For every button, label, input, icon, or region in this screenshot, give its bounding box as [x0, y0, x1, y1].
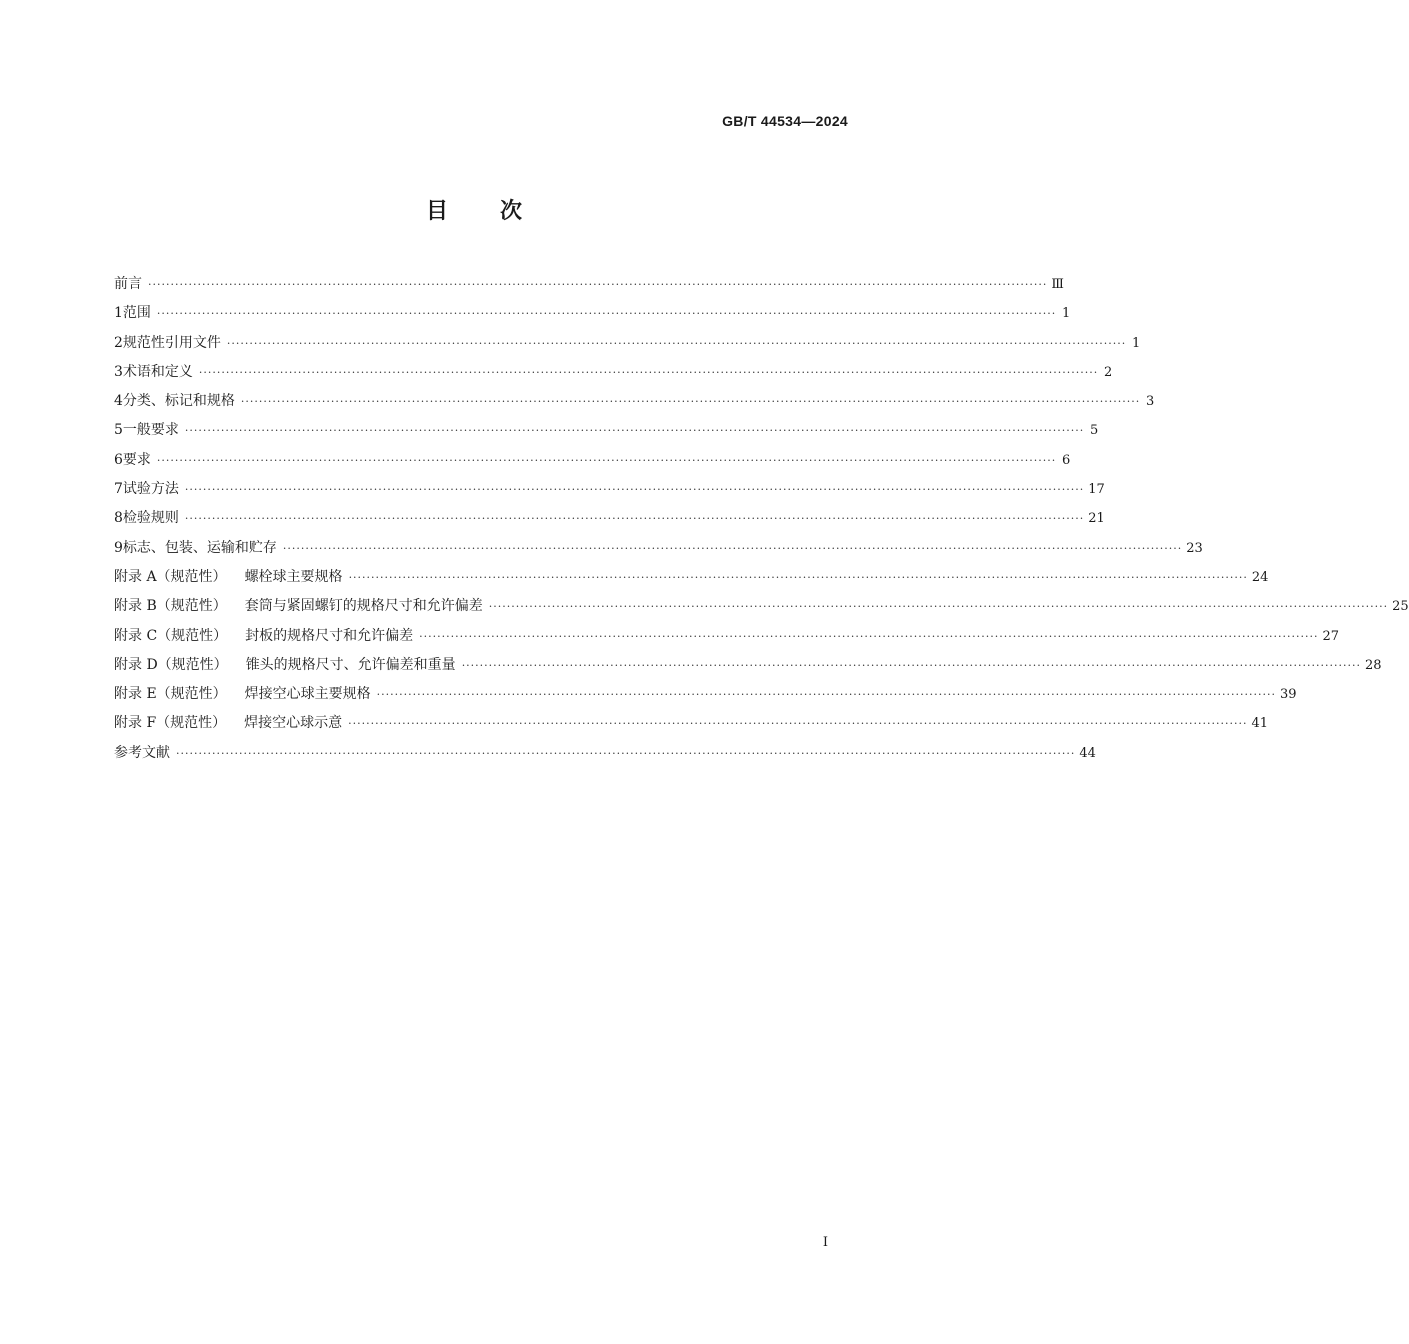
toc-entry[interactable]: [114, 446, 1071, 475]
toc-leader-dots: ········································································································································································································: [184, 424, 1085, 438]
toc-leader-dots: ········································································································································································································: [148, 278, 1048, 291]
toc-entry-number: 5: [114, 422, 123, 439]
toc-leader-dots: ········································································································································································································: [348, 570, 1248, 584]
toc-leader-dots: ········································································································································································································: [240, 395, 1141, 409]
toc-entry[interactable]: [114, 416, 1099, 445]
toc-entry[interactable]: [114, 270, 1064, 299]
toc-entry-title: 焊接空心球主要规格: [244, 686, 371, 703]
toc-entry-label: [123, 446, 151, 475]
toc-leader-dots: ········································································································································································································: [488, 600, 1389, 614]
toc-entry[interactable]: [114, 299, 1071, 328]
toc-entry-page: 1: [1061, 306, 1071, 322]
toc-list: [114, 270, 1409, 768]
toc-entry-page: 39: [1280, 687, 1297, 703]
toc-entry-page: 28: [1365, 657, 1382, 673]
toc-entry[interactable]: [114, 358, 1113, 387]
toc-entry-title: 套筒与紧固螺钉的规格尺寸和允许偏差: [244, 598, 483, 615]
toc-entry-title: 规范性引用文件: [122, 334, 221, 351]
toc-entry-label: [123, 329, 221, 358]
toc-entry-page: 41: [1251, 716, 1269, 732]
toc-leader-dots: ········································································································································································································: [461, 658, 1362, 672]
toc-annex-prefix: 附录 E（规范性）: [114, 686, 227, 703]
toc-entry-label: [123, 504, 179, 533]
toc-entry-number: 8: [114, 510, 123, 527]
toc-leader-dots: ········································································································································································································: [376, 688, 1276, 702]
toc-entry-page: 27: [1322, 628, 1340, 644]
toc-entry-label: [114, 592, 483, 621]
toc-entry-label: [123, 416, 179, 445]
toc-entry-page: 17: [1088, 482, 1105, 498]
toc-entry-page: 2: [1103, 364, 1113, 380]
toc-leader-dots: ········································································································································································································: [226, 336, 1127, 350]
toc-leader-dots: ········································································································································································································: [184, 483, 1085, 497]
toc-entry-number: 2: [114, 334, 123, 351]
toc-annex-prefix: 附录 D（规范性）: [114, 656, 228, 673]
toc-entry-label: [114, 739, 170, 768]
toc-entry-title: 试验方法: [122, 481, 179, 498]
toc-entry-label: [114, 709, 342, 738]
toc-entry[interactable]: [114, 475, 1105, 504]
toc-entry-label: [123, 299, 151, 328]
toc-entry-page: 1: [1131, 335, 1141, 351]
toc-entry[interactable]: [114, 709, 1269, 738]
toc-entry-page: 25: [1392, 599, 1409, 615]
toc-annex-prefix: 附录 B（规范性）: [114, 598, 227, 615]
toc-entry-label: [123, 387, 235, 416]
toc-annex-prefix: 附录 A（规范性）: [114, 568, 227, 585]
toc-entry-label: [123, 358, 193, 387]
toc-leader-dots: ········································································································································································································: [198, 365, 1099, 379]
toc-entry-number: 3: [114, 363, 123, 380]
toc-entry[interactable]: [114, 622, 1340, 651]
page-title: [0, 194, 950, 225]
toc-entry-page: 24: [1251, 569, 1269, 585]
toc-entry-number: 9: [114, 539, 123, 556]
toc-entry-number: 7: [114, 481, 123, 498]
toc-entry-number: 1: [114, 305, 123, 322]
toc-entry-title: 参考文献: [114, 744, 170, 761]
toc-entry-title: 术语和定义: [122, 363, 193, 380]
toc-entry-page: 3: [1145, 394, 1155, 410]
toc-entry-title: 要求: [122, 451, 151, 468]
title-char-1: 目: [425, 199, 450, 224]
toc-entry[interactable]: [114, 563, 1269, 592]
toc-entry[interactable]: [114, 504, 1105, 533]
toc-entry-title: 分类、标记和规格: [122, 393, 235, 410]
toc-entry-title: 螺栓球主要规格: [244, 568, 343, 585]
standard-number: GB/T 44534—2024: [722, 113, 848, 129]
toc-entry-page: Ⅲ: [1051, 277, 1064, 292]
toc-leader-dots: ········································································································································································································: [419, 629, 1319, 643]
toc-entry-label: [114, 622, 413, 651]
page-number: I: [822, 1235, 828, 1250]
toc-entry-page: 5: [1089, 423, 1099, 439]
toc-entry-label: [114, 270, 142, 299]
toc-annex-prefix: 附录 F（规范性）: [114, 715, 227, 732]
toc-leader-dots: ········································································································································································································: [282, 541, 1183, 555]
toc-entry-title: 范围: [122, 305, 151, 322]
toc-annex-prefix: 附录 C（规范性）: [114, 627, 228, 644]
toc-entry-title: 检验规则: [122, 510, 179, 527]
toc-entry[interactable]: [114, 534, 1203, 563]
title-char-2: 次: [500, 199, 525, 224]
toc-entry-label: [114, 680, 371, 709]
toc-entry[interactable]: [114, 592, 1409, 621]
toc-entry-page: 44: [1079, 745, 1096, 761]
toc-entry-page: 23: [1186, 540, 1203, 556]
toc-entry[interactable]: [114, 329, 1141, 358]
toc-entry-page: 21: [1088, 511, 1105, 527]
toc-entry-title: 前言: [114, 276, 142, 292]
toc-entry-number: 6: [114, 451, 123, 468]
toc-entry-title: 封板的规格尺寸和允许偏差: [245, 627, 414, 644]
toc-entry[interactable]: [114, 680, 1297, 709]
toc-leader-dots: ········································································································································································································: [176, 746, 1076, 760]
toc-leader-dots: ········································································································································································································: [156, 453, 1057, 467]
toc-entry[interactable]: [114, 651, 1382, 680]
toc-leader-dots: ········································································································································································································: [156, 307, 1057, 321]
toc-leader-dots: ········································································································································································································: [348, 717, 1248, 731]
toc-entry-title: 锥头的规格尺寸、允许偏差和重量: [245, 656, 456, 673]
toc-entry-page: 6: [1061, 452, 1071, 468]
toc-entry-label: [123, 534, 277, 563]
toc-leader-dots: ········································································································································································································: [184, 512, 1085, 526]
toc-entry-number: 4: [114, 393, 123, 410]
toc-entry-title: 标志、包装、运输和贮存: [122, 539, 277, 556]
toc-entry-title: 一般要求: [122, 422, 179, 439]
toc-entry-label: [123, 475, 179, 504]
toc-entry[interactable]: [114, 387, 1155, 416]
toc-entry-label: [114, 651, 456, 680]
toc-entry-title: 焊接空心球示意: [244, 715, 343, 732]
toc-entry-label: [114, 563, 343, 592]
toc-entry[interactable]: [114, 739, 1096, 768]
